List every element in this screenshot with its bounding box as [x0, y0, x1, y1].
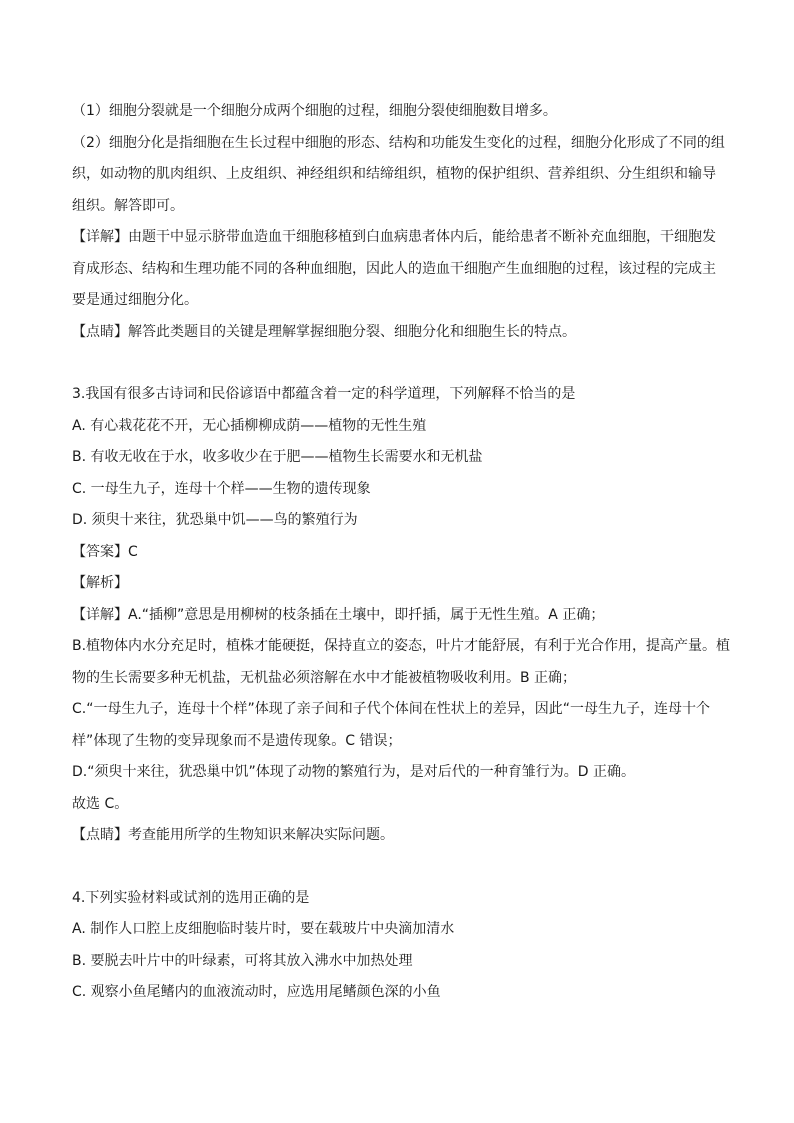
question-3-option-c: C. 一母生九子，连母十个样——生物的遗传现象 — [72, 480, 371, 497]
detail-paragraph-line: D.“须臾十来往，犹恐巢中饥”体现了动物的繁殖行为，是对后代的一种育雏行为。D 正确。 — [72, 764, 635, 780]
detail-tag: 【详解】 — [72, 606, 128, 623]
question-3-option-b: B. 有收无收在于水，收多收少在于肥——植物生长需要水和无机盐 — [72, 449, 483, 465]
answer-line — [72, 537, 722, 569]
detail-paragraph-line: 要是通过细胞分化。 — [72, 292, 198, 308]
detail-paragraph-line — [72, 222, 722, 254]
comment-tag: 【点睛】 — [72, 827, 128, 843]
detail-paragraph-line: 物的生长需要多种无机盐，无机盐必须溶解在水中才能被植物吸收利用。B 正确； — [72, 669, 577, 686]
question-4-option-a: A. 制作人口腔上皮细胞临时装片时，要在载玻片中央滴加清水 — [72, 921, 455, 937]
comment-tag: 【点睛】 — [72, 323, 128, 340]
comment-line — [72, 317, 722, 349]
analysis-point-2-line: 组织。解答即可。 — [72, 197, 184, 214]
detail-paragraph-line: C.“一母生九子，连母十个样”体现了亲子间和子代个体间在性状上的差异，因此“一母生九子，连母十个 — [72, 701, 710, 717]
answer-tag: 【答案】 — [72, 543, 128, 560]
analysis-point-1: （1）细胞分裂就是一个细胞分成两个细胞的过程，细胞分裂使细胞数目增多。 — [72, 103, 557, 119]
question-4-option-c: C. 观察小鱼尾鳍内的血液流动时，应选用尾鳍颜色深的小鱼 — [72, 984, 441, 1000]
comment-text: 解答此类题目的关键是理解掌握细胞分裂、细胞分化和细胞生长的特点。 — [128, 323, 576, 340]
detail-text: A.“插柳”意思是用柳树的枝条插在土壤中，即扦插，属于无性生殖。A 正确； — [128, 606, 605, 623]
detail-paragraph-line: 样”体现了生物的变异现象而不是遗传现象。C 错误； — [72, 732, 402, 749]
detail-paragraph-line: 育成形态、结构和生理功能不同的各种血细胞，因此人的造血干细胞产生血细胞的过程，该过程的完成主 — [72, 260, 716, 277]
question-4-title: 4.下列实验材料或试剂的选用正确的是 — [72, 889, 310, 906]
analysis-tag: 【解析】 — [72, 575, 128, 591]
answer-value: C — [128, 543, 138, 560]
detail-paragraph-line: B.植物体内水分充足时，植株才能硬挺，保持直立的姿态，叶片才能舒展，有利于光合作用，提高产量。植 — [72, 638, 731, 654]
spacer — [72, 852, 722, 883]
detail-tag: 【详解】 — [72, 229, 128, 245]
spacer — [72, 348, 722, 379]
question-3-option-a: A. 有心栽花花不开，无心插柳柳成荫——植物的无性生殖 — [72, 417, 427, 434]
comment-text: 考查能用所学的生物知识来解决实际问题。 — [128, 827, 394, 843]
question-3-title: 3.我国有很多古诗词和民俗谚语中都蕴含着一定的科学道理，下列解释不恰当的是 — [72, 386, 576, 402]
analysis-point-2-line: 织，如动物的肌肉组织、上皮组织、神经组织和结缔组织，植物的保护组织、营养组织、分生组织和输导 — [72, 166, 716, 182]
question-3-option-d: D. 须臾十来往，犹恐巢中饥——鸟的繁殖行为 — [72, 512, 358, 528]
detail-text: 由题干中显示脐带血造血干细胞移植到白血病患者体内后，能给患者不断补充血细胞，干细胞发 — [128, 229, 716, 245]
detail-paragraph-line: 故选 C。 — [72, 795, 129, 812]
detail-paragraph-line — [72, 600, 722, 632]
analysis-point-2-line: （2）细胞分化是指细胞在生长过程中细胞的形态、结构和功能发生变化的过程，细胞分化形成了不同的组 — [72, 134, 725, 151]
document-page — [72, 96, 731, 1009]
comment-line — [72, 820, 722, 852]
question-4-option-b: B. 要脱去叶片中的叶绿素，可将其放入沸水中加热处理 — [72, 952, 413, 969]
